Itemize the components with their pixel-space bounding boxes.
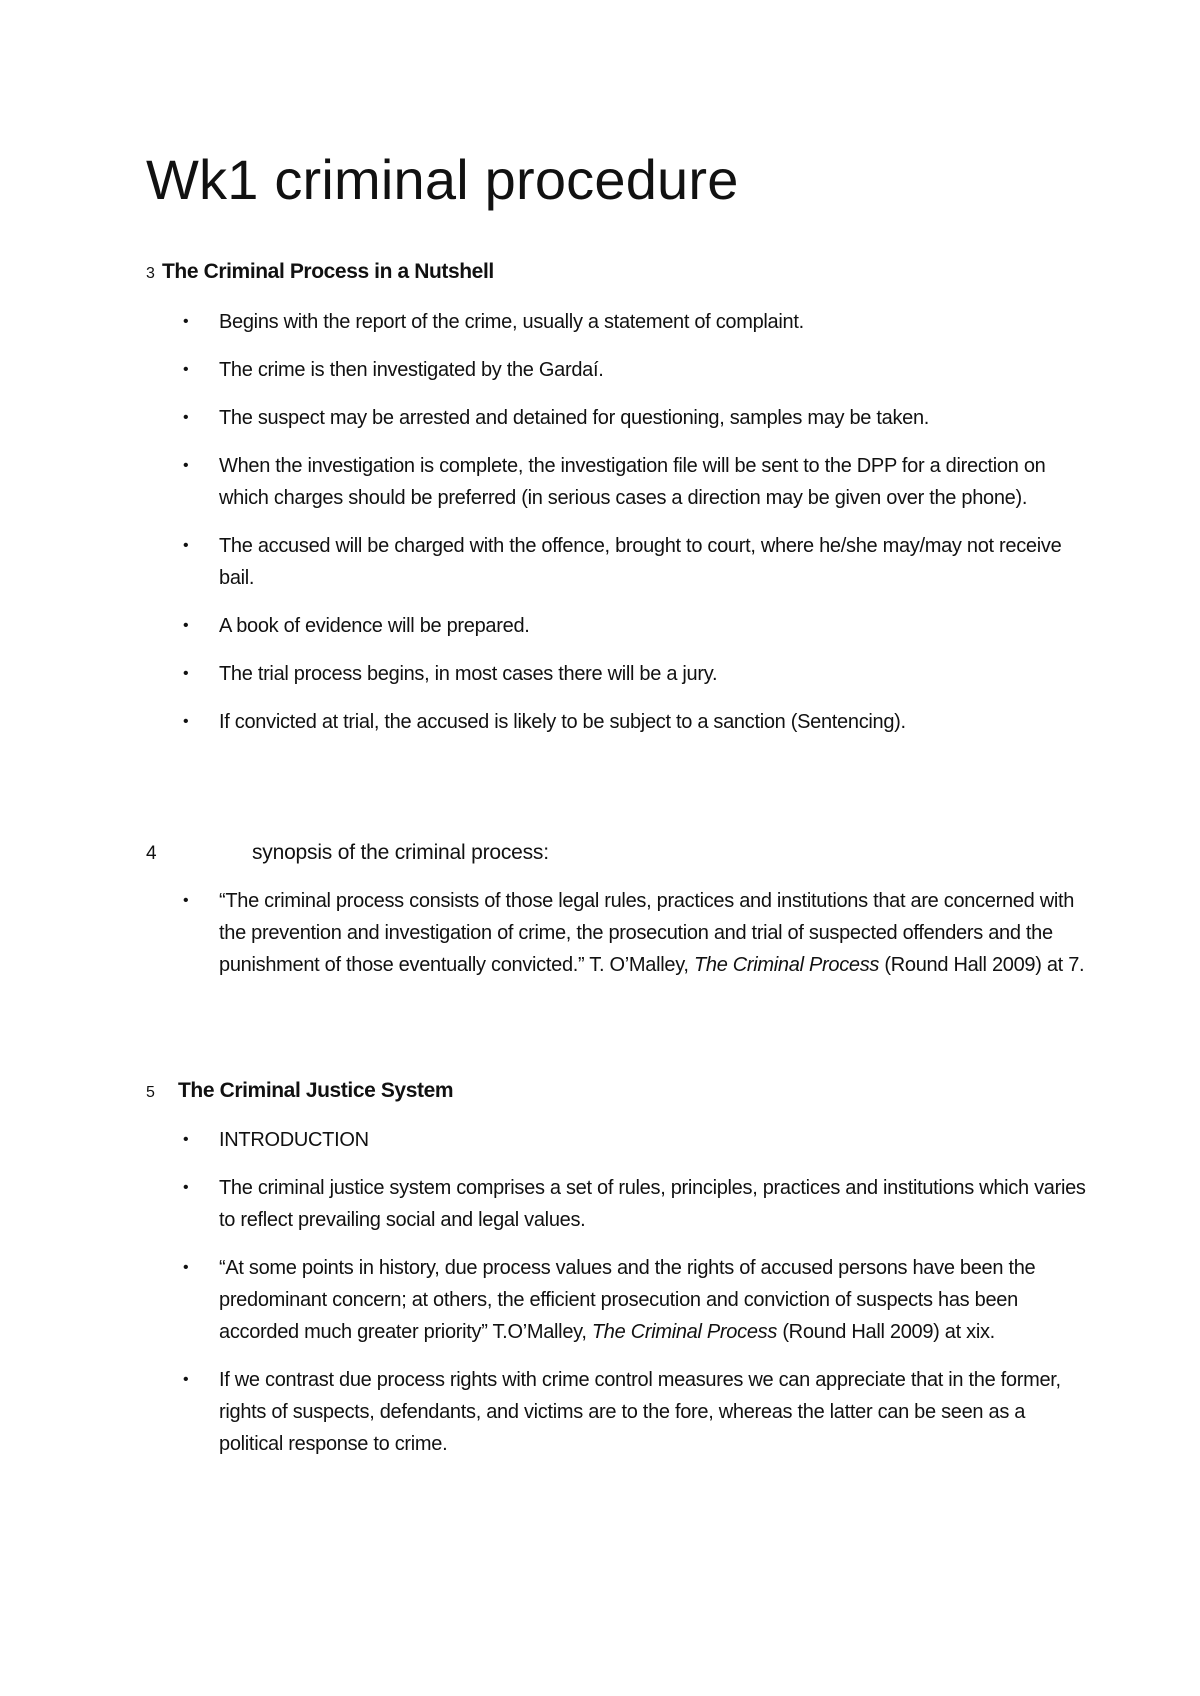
section-number: 4: [146, 843, 157, 864]
bullet-icon: •: [183, 1371, 189, 1388]
list-item: [0, 1364, 1089, 1460]
list-item: [0, 658, 1089, 690]
list-item-text: The criminal justice system comprises a set of rules, principles, practices and institutions which varies to reflect prevailing social and legal values.: [219, 1177, 1086, 1231]
section-heading-5: [146, 1076, 453, 1108]
list-item: [0, 306, 1089, 338]
list-item-quote: [0, 885, 1089, 981]
section-title: The Criminal Process in a Nutshell: [162, 260, 494, 283]
list-item: [0, 1124, 1089, 1156]
list-item-text: A book of evidence will be prepared.: [219, 615, 530, 637]
list-item-text: When the investigation is complete, the investigation file will be sent to the DPP for a direction on which charges should be preferred (in serious cases a direction may be given over the phone).: [219, 455, 1046, 509]
list-item: [0, 402, 1089, 434]
quote-text: “At some points in history, due process values and the rights of accused persons have been the predominant concern; at others, the efficient prosecution and conviction of suspects has been accorded much greater priority” T.O’Malley,: [219, 1257, 1036, 1343]
section-heading-3: [146, 257, 494, 289]
bullet-icon: •: [183, 1179, 189, 1196]
bullet-list-section-4: [0, 885, 1089, 997]
bullet-list-section-5: [0, 1124, 1089, 1476]
list-item: [0, 1172, 1089, 1236]
list-item: [0, 610, 1089, 642]
bullet-icon: •: [183, 713, 189, 730]
bullet-icon: •: [183, 457, 189, 474]
quote-text: “The criminal process consists of those legal rules, practices and institutions that are concerned with the prevention and investigation of crime, the prosecution and trial of suspected offenders and the punishment of those eventually convicted.” T. O’Malley,: [219, 890, 1075, 976]
list-item: [0, 450, 1089, 514]
section-number: 5: [146, 1084, 155, 1101]
bullet-icon: •: [183, 409, 189, 426]
document-title: Wk1 criminal procedure: [146, 148, 739, 211]
bullet-icon: •: [183, 313, 189, 330]
bullet-list-section-3: [0, 306, 1089, 754]
list-item: [0, 354, 1089, 386]
list-item-quote: [0, 1252, 1089, 1348]
list-item-text: The accused will be charged with the offence, brought to court, where he/she may/may not receive bail.: [219, 535, 1062, 589]
section-title: The Criminal Justice System: [178, 1079, 454, 1102]
list-item: [0, 530, 1089, 594]
section-title: synopsis of the criminal process:: [252, 841, 549, 864]
book-title: The Criminal Process: [693, 954, 880, 976]
bullet-icon: •: [183, 617, 189, 634]
list-item-text: If we contrast due process rights with crime control measures we can appreciate that in the former, rights of suspects, defendants, and victims are to the fore, whereas the latter can be seen as a political response to crime.: [219, 1369, 1061, 1455]
bullet-icon: •: [183, 537, 189, 554]
list-item-text: INTRODUCTION: [219, 1129, 369, 1151]
list-item-text: The crime is then investigated by the Gardaí.: [219, 359, 604, 381]
bullet-icon: •: [183, 361, 189, 378]
citation-text: (Round Hall 2009) at 7.: [884, 954, 1085, 976]
list-item-text: If convicted at trial, the accused is likely to be subject to a sanction (Sentencing).: [219, 711, 906, 733]
list-item-text: The trial process begins, in most cases there will be a jury.: [219, 663, 718, 685]
citation-text: (Round Hall 2009) at xix.: [782, 1321, 995, 1343]
list-item-text: Begins with the report of the crime, usually a statement of complaint.: [219, 311, 804, 333]
bullet-icon: •: [183, 892, 189, 909]
bullet-icon: •: [183, 665, 189, 682]
bullet-icon: •: [183, 1131, 189, 1148]
section-number: 3: [146, 265, 155, 282]
book-title: The Criminal Process: [591, 1321, 778, 1343]
list-item-text: The suspect may be arrested and detained for questioning, samples may be taken.: [219, 407, 930, 429]
section-heading-4: [146, 838, 549, 869]
list-item: [0, 706, 1089, 738]
bullet-icon: •: [183, 1259, 189, 1276]
